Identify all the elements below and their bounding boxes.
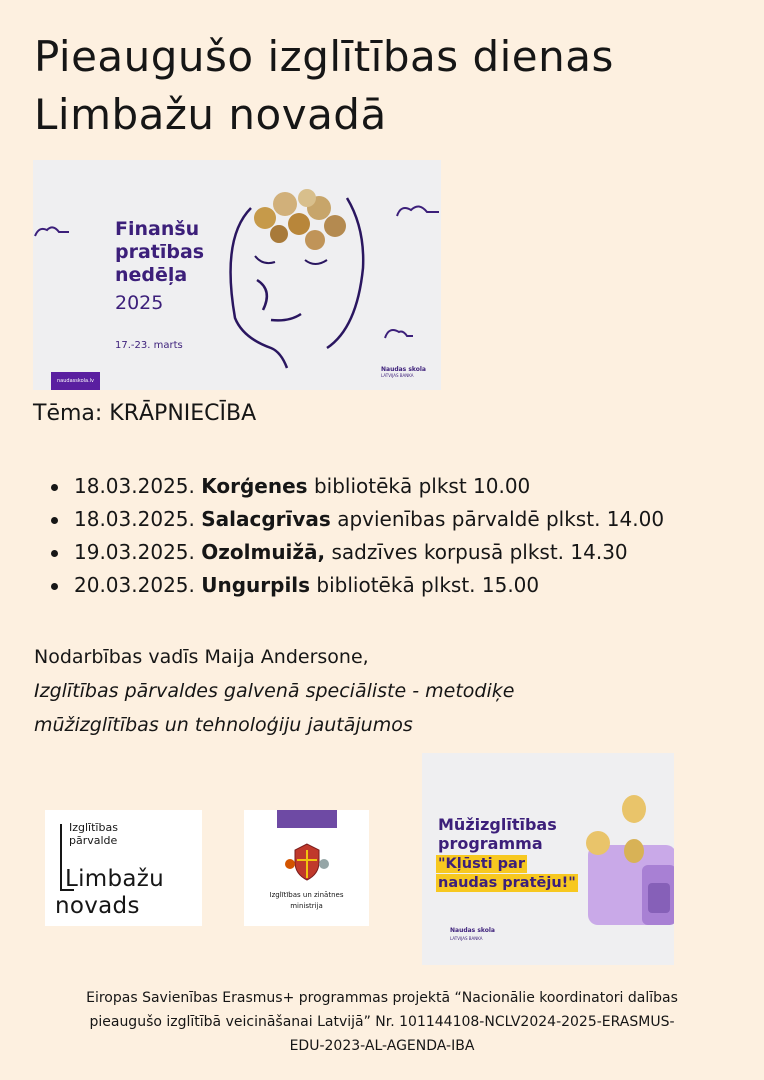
logo-main: Naudas skola (381, 366, 426, 373)
promo-line: programma (438, 834, 543, 853)
limbazi-logo (45, 810, 202, 926)
event-place: Ozolmuižā, (201, 540, 326, 564)
footer-line: Eiropas Savienības Erasmus+ programmas projektā “Nacionālie koordinatori dalības (86, 990, 678, 1006)
ministry-logo (244, 810, 369, 926)
cloud-icon (397, 206, 439, 216)
ministry-name-line: Izglītības un zinātnes (269, 891, 344, 899)
cloud-icon (385, 330, 413, 338)
list-item (34, 503, 664, 536)
title-line-2: Limbažu novadā (34, 90, 387, 139)
naudas-skola-logo (381, 366, 426, 378)
footer-line: pieaugušo izglītībā veicināšanai Latvijā” Nr. 101144108-NCLV2024-2025-ERASMUS- (89, 1014, 675, 1030)
limbazi-logo-line: pārvalde (69, 834, 118, 847)
limbazi-logo-line: novads (55, 893, 140, 919)
footer-text (20, 986, 744, 1058)
event-place: Salacgrīvas (201, 507, 331, 531)
promo-card (422, 753, 674, 965)
event-list (34, 470, 664, 602)
face-illustration (33, 160, 441, 390)
promo-highlight: "Kļūsti par (438, 856, 525, 872)
ministry-name-line: ministrija (290, 902, 323, 910)
list-item (34, 536, 664, 569)
title-line-1: Pieaugušo izglītības dienas (34, 32, 614, 81)
list-item (34, 470, 664, 503)
topic-heading: Tēma: KRĀPNIECĪBA (33, 401, 257, 426)
banner-url: naudasskola.lv (51, 372, 100, 390)
banner-title (115, 218, 204, 287)
naudas-skola-logo (450, 927, 495, 943)
event-details: bibliotēkā plkst 10.00 (313, 474, 531, 498)
event-date: 19.03.2025. (74, 540, 195, 564)
event-date: 20.03.2025. (74, 573, 195, 597)
event-details: apvienības pārvaldē plkst. 14.00 (337, 507, 665, 531)
list-item (34, 569, 664, 602)
banner-title-line: pratības (115, 241, 205, 263)
event-place: Korģenes (201, 474, 308, 498)
event-place: Ungurpils (201, 573, 311, 597)
leader-name: Nodarbības vadīs Maija Andersone, (34, 646, 369, 668)
promo-line: Mūžizglītības (438, 815, 557, 834)
event-details: sadzīves korpusā plkst. 14.30 (331, 540, 628, 564)
event-details: bibliotēkā plkst. 15.00 (316, 573, 540, 597)
coat-of-arms-icon (284, 840, 330, 886)
cloud-icon (35, 227, 69, 236)
banner-title-line: nedēļa (115, 264, 188, 286)
event-date: 18.03.2025. (74, 507, 195, 531)
footer-line: EDU-2023-AL-AGENDA-IBA (289, 1038, 475, 1054)
leader-info (34, 640, 514, 742)
leader-role-line-2: mūžizglītības un tehnoloģiju jautājumos (34, 714, 413, 736)
logo-main: Naudas skola (450, 927, 495, 934)
limbazi-logo-line: Izglītības (69, 821, 118, 834)
event-date: 18.03.2025. (74, 474, 195, 498)
banner-dates: 17.-23. marts (115, 340, 183, 351)
promo-highlight: naudas pratēju!" (438, 875, 576, 891)
banner-year: 2025 (115, 292, 164, 314)
logo-sub: LATVIJAS BANKA (381, 373, 414, 378)
leader-role-line-1: Izglītības pārvaldes galvenā speciāliste - metodiķe (34, 680, 515, 702)
limbazi-logo-line: Limbažu (65, 866, 165, 892)
banner-title-line: Finanšu (115, 218, 200, 240)
finance-week-banner (33, 160, 441, 390)
logo-sub: LATVIJAS BANKA (450, 936, 483, 941)
page-title (34, 28, 744, 144)
